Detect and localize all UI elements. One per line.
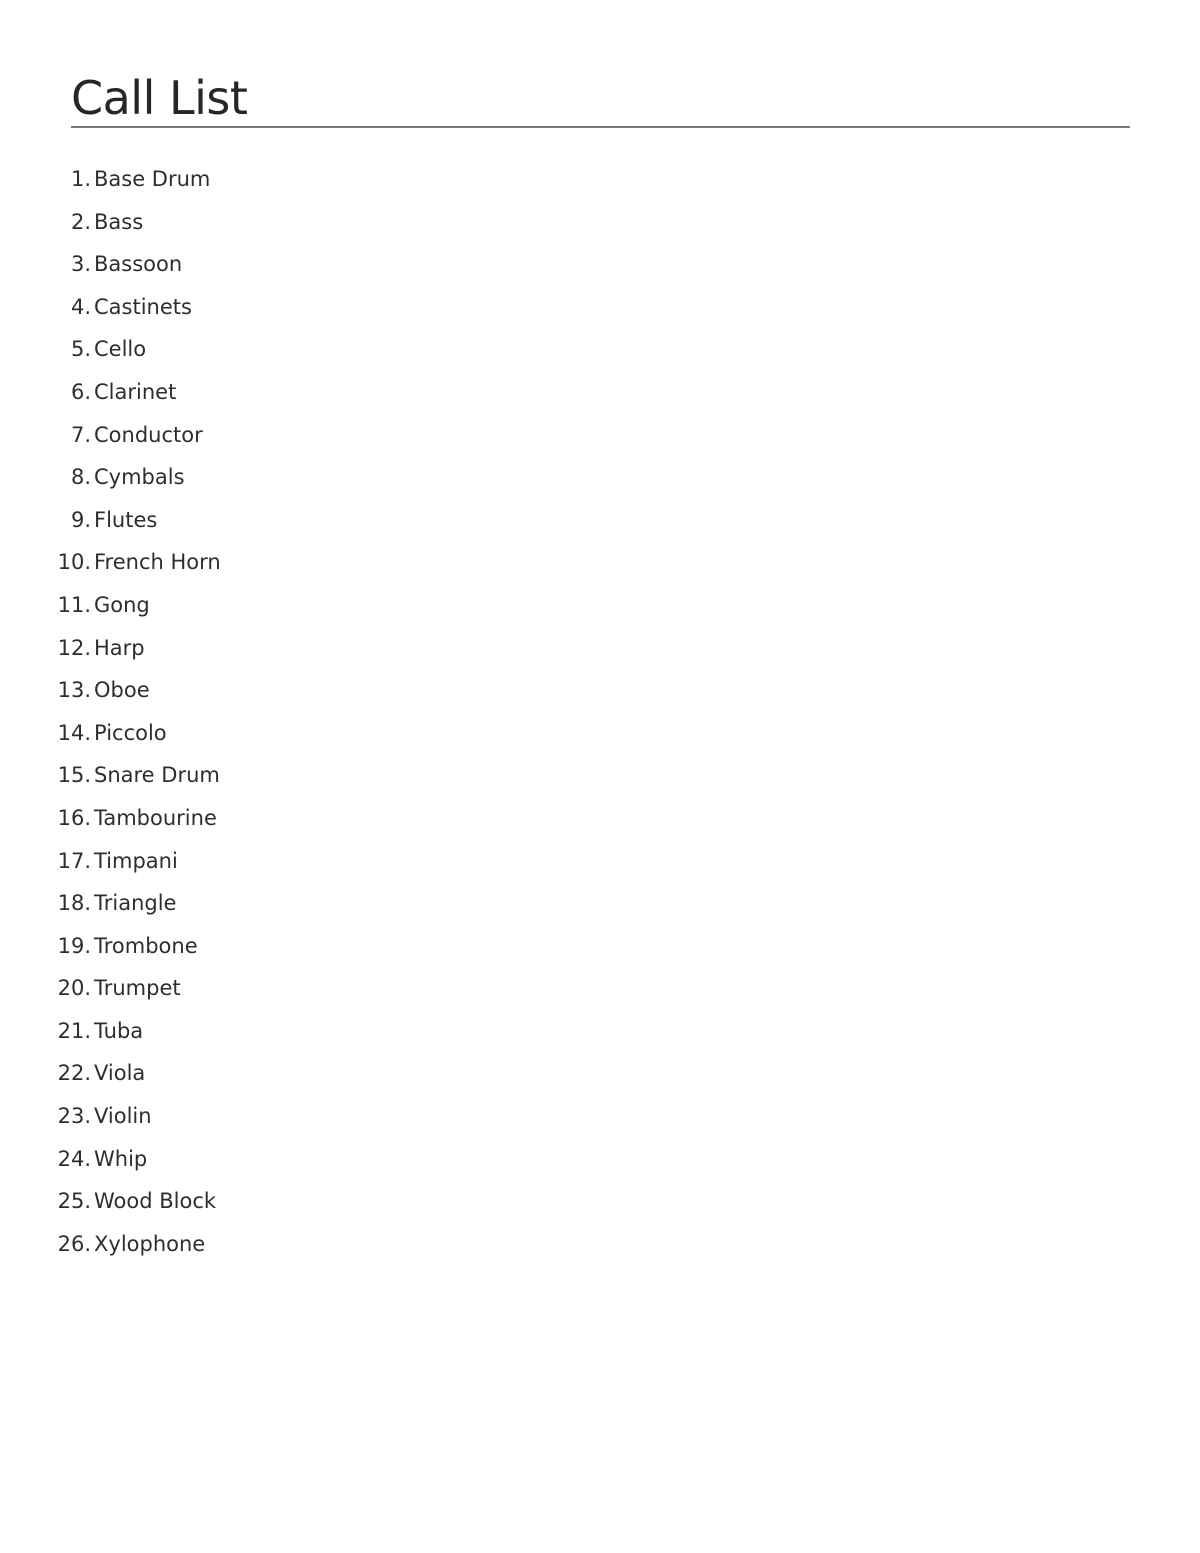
list-item-label: Oboe bbox=[94, 678, 150, 703]
list-item-label: Xylophone bbox=[94, 1231, 206, 1256]
list-item-number: 9. bbox=[70, 507, 91, 532]
list-item-number: 22. bbox=[57, 1061, 91, 1086]
list-item-label: Whip bbox=[94, 1146, 148, 1171]
list-item-label: Harp bbox=[94, 635, 145, 660]
list-item-label: Base Drum bbox=[94, 167, 211, 191]
list-item-number: 18. bbox=[57, 891, 91, 916]
list-item-number: 11. bbox=[57, 592, 91, 617]
list-item-label: Trumpet bbox=[94, 976, 181, 1001]
list-item-number: 26. bbox=[57, 1231, 91, 1256]
list-item-number: 25. bbox=[57, 1189, 91, 1214]
list-item-number: 23. bbox=[57, 1104, 91, 1129]
list-item-label: Tambourine bbox=[94, 805, 217, 830]
list-item-label: Trombone bbox=[94, 933, 198, 958]
list-item-number: 21. bbox=[57, 1018, 91, 1043]
list-item-number: 7. bbox=[70, 422, 91, 447]
list-item-number: 16. bbox=[57, 805, 91, 830]
list-item-label: Conductor bbox=[94, 422, 203, 447]
page-title: Call List bbox=[71, 71, 248, 125]
list-item-number: 1. bbox=[70, 167, 91, 191]
list-item-number: 24. bbox=[57, 1146, 91, 1171]
list-item-label: Violin bbox=[94, 1104, 152, 1129]
list-item-label: Cello bbox=[94, 337, 147, 362]
list-item-number: 19. bbox=[57, 933, 91, 958]
list-item-number: 17. bbox=[57, 848, 91, 873]
list-item-label: Triangle bbox=[94, 891, 177, 916]
list-item-number: 10. bbox=[57, 550, 91, 575]
list-item-label: Tuba bbox=[94, 1018, 144, 1043]
list-item-label: Clarinet bbox=[94, 379, 177, 404]
list-item-number: 14. bbox=[57, 720, 91, 745]
list-item-label: Castinets bbox=[94, 294, 192, 319]
list-item-label: Bassoon bbox=[94, 252, 183, 277]
list-item-label: Flutes bbox=[94, 507, 158, 532]
list-item-label: Snare Drum bbox=[94, 763, 220, 788]
list-item-number: 13. bbox=[57, 678, 91, 703]
list-item-number: 12. bbox=[57, 635, 91, 660]
list-item-number: 3. bbox=[70, 252, 91, 277]
list-item-label: Wood Block bbox=[94, 1189, 217, 1214]
list-item-number: 4. bbox=[70, 294, 91, 319]
list-item-label: Timpani bbox=[94, 848, 178, 873]
list-item-label: Gong bbox=[94, 592, 150, 617]
list-item-number: 15. bbox=[57, 763, 91, 788]
list-item-label: French Horn bbox=[94, 550, 221, 575]
list-item-number: 8. bbox=[70, 465, 91, 490]
list-item-number: 6. bbox=[70, 379, 91, 404]
list-item-label: Viola bbox=[94, 1061, 146, 1086]
list-item-number: 5. bbox=[70, 337, 91, 362]
list-item-label: Cymbals bbox=[94, 465, 185, 490]
list-item-label: Bass bbox=[94, 209, 144, 234]
list-item-number: 20. bbox=[57, 976, 91, 1001]
title-underline bbox=[71, 126, 1130, 128]
list-item-number: 2. bbox=[70, 209, 91, 234]
list-item-label: Piccolo bbox=[94, 720, 167, 745]
